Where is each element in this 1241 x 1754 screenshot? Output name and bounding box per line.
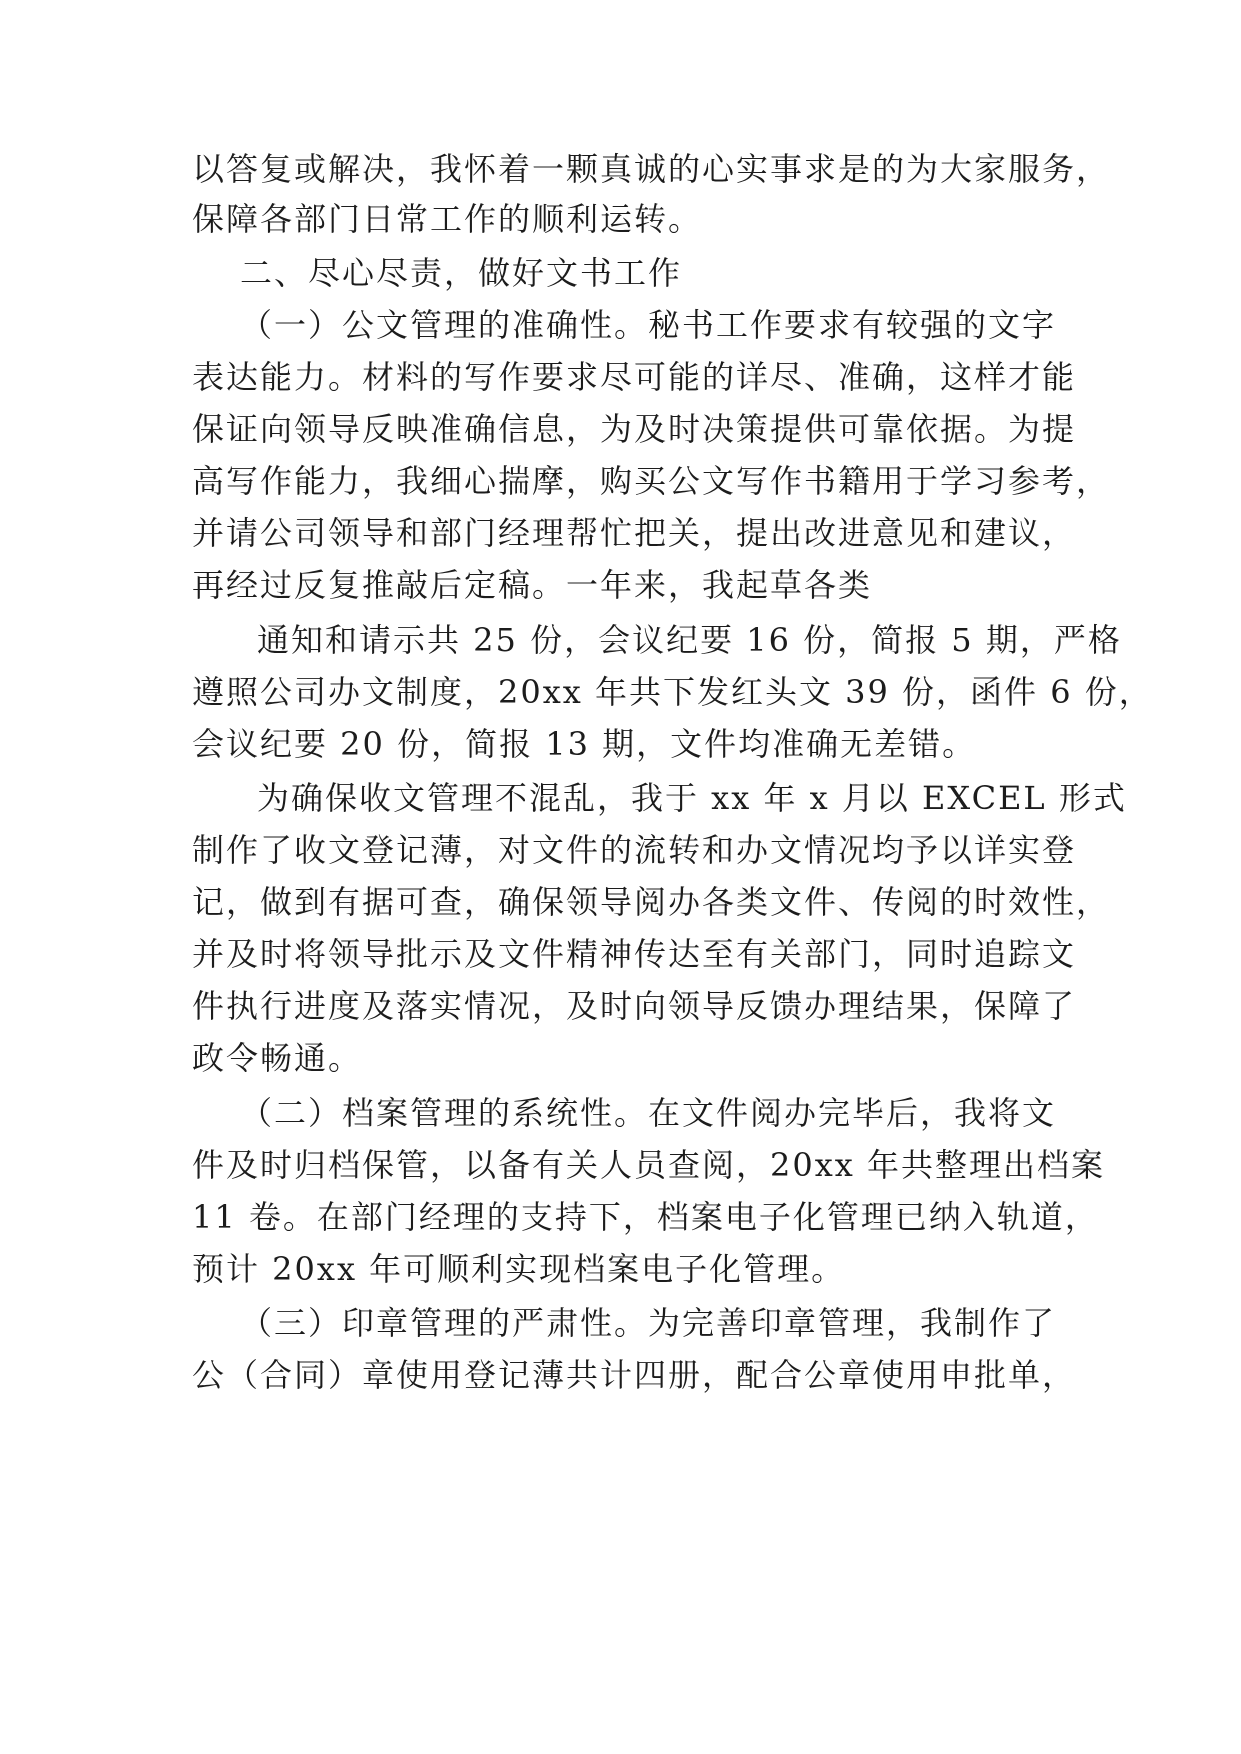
text-line-22: 预计 20xx 年可顺利实现档案电子化管理。: [192, 1250, 846, 1288]
text-line-5: 表达能力。材料的写作要求尽可能的详尽、准确，这样才能: [192, 358, 1077, 396]
text-line-1: 以答复或解决，我怀着一颗真诚的心实事求是的为大家服务，: [192, 150, 1111, 188]
text-line-8: 并请公司领导和部门经理帮忙把关，提出改进意见和建议，: [192, 514, 1077, 552]
text-line-7: 高写作能力，我细心揣摩，购买公文写作书籍用于学习参考，: [192, 462, 1111, 500]
text-line-15: 记，做到有据可查，确保领导阅办各类文件、传阅的时效性，: [192, 883, 1111, 921]
text-line-20: 件及时归档保管，以备有关人员查阅，20xx 年共整理出档案: [192, 1146, 1105, 1184]
subsection-heading-1: （一）公文管理的准确性。秘书工作要求有较强的文字: [240, 306, 1057, 344]
text-line-17: 件执行进度及落实情况，及时向领导反馈办理结果，保障了: [192, 987, 1077, 1025]
text-line-24: 公（合同）章使用登记薄共计四册，配合公章使用申批单，: [192, 1356, 1077, 1394]
text-line-12: 会议纪要 20 份，简报 13 期，文件均准确无差错。: [192, 725, 977, 763]
text-line-9: 再经过反复推敲后定稿。一年来，我起草各类: [192, 566, 873, 604]
text-line-11: 遵照公司办文制度，20xx 年共下发红头文 39 份，函件 6 份，: [192, 673, 1153, 711]
text-line-13: 为确保收文管理不混乱，我于 xx 年 x 月以 EXCEL 形式: [257, 779, 1127, 817]
text-line-18: 政令畅通。: [192, 1039, 363, 1077]
subsection-heading-3: （三）印章管理的严肃性。为完善印章管理，我制作了: [240, 1304, 1057, 1342]
section-heading: 二、尽心尽责，做好文书工作: [240, 254, 683, 292]
text-line-6: 保证向领导反映准确信息，为及时决策提供可靠依据。为提: [192, 410, 1077, 448]
text-line-21: 11 卷。在部门经理的支持下，档案电子化管理已纳入轨道，: [192, 1198, 1099, 1236]
text-line-10: 通知和请示共 25 份，会议纪要 16 份，简报 5 期，严格: [257, 621, 1122, 659]
text-line-14: 制作了收文登记薄，对文件的流转和办文情况均予以详实登: [192, 831, 1077, 869]
text-line-2: 保障各部门日常工作的顺利运转。: [192, 200, 703, 238]
subsection-heading-2: （二）档案管理的系统性。在文件阅办完毕后，我将文: [240, 1094, 1057, 1132]
text-line-16: 并及时将领导批示及文件精神传达至有关部门，同时追踪文: [192, 935, 1077, 973]
